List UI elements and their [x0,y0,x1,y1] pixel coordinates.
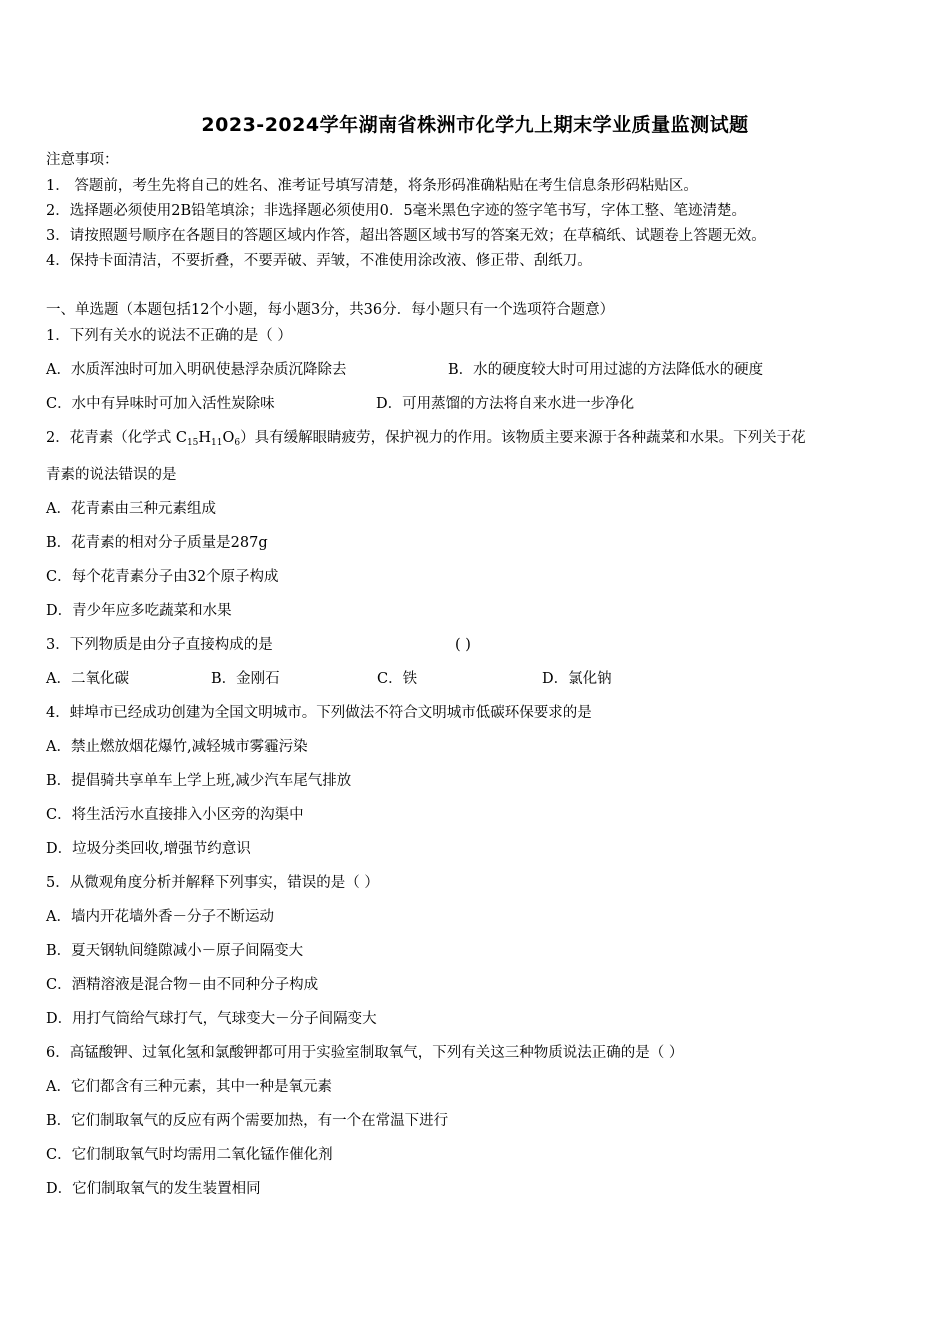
q2-h: H [198,430,212,446]
q6-option-b: B．它们制取氧气的反应有两个需要加热，有一个在常温下进行 [46,1113,449,1129]
q3-stem: 3．下列物质是由分子直接构成的是 [46,637,273,653]
q2-sub-c: 15 [186,438,199,448]
q3-option-d: D．氯化钠 [542,671,612,687]
q2-sub-o: 6 [234,438,241,448]
notice-item-2: 2．选择题必须使用2B铅笔填涂；非选择题必须使用0．5毫米黑色字迹的签字笔书写，字体工整、笔迹清楚。 [46,203,747,219]
q4-option-d: D．垃圾分类回收,增强节约意识 [46,841,251,857]
q3-option-a: A．二氧化碳 [46,671,129,687]
q2-stem [46,428,806,453]
q6-option-d: D．它们制取氧气的发生装置相同 [46,1181,261,1197]
q2-option-a: A．花青素由三种元素组成 [46,501,216,517]
q4-option-c: C．将生活污水直接排入小区旁的沟渠中 [46,807,304,823]
q1-option-d: D．可用蒸馏的方法将自来水进一步净化 [376,396,635,412]
q2-option-b: B．花青素的相对分子质量是287g [46,535,268,551]
q2-option-c: C．每个花青素分子由32个原子构成 [46,569,279,585]
q4-stem: 4．蚌埠市已经成功创建为全国文明城市。下列做法不符合文明城市低碳环保要求的是 [46,705,592,721]
q2-sub-h: 11 [211,438,223,448]
q3-option-b: B．金刚石 [211,671,280,687]
notice-item-4: 4．保持卡面清洁，不要折叠，不要弄破、弄皱，不准使用涂改液、修正带、刮纸刀。 [46,253,592,269]
q6-stem: 6．高锰酸钾、过氧化氢和氯酸钾都可用于实验室制取氧气，下列有关这三种物质说法正确的是（ ） [46,1045,684,1061]
q5-option-c: C．酒精溶液是混合物－由不同种分子构成 [46,977,319,993]
page-title: 2023-2024学年湖南省株洲市化学九上期末学业质量监测试题 [201,114,749,136]
q2-stem-post: ）具有缓解眼睛疲劳，保护视力的作用。该物质主要来源于各种蔬菜和水果。下列关于花 [240,430,806,446]
q6-option-a: A．它们都含有三种元素，其中一种是氧元素 [46,1079,332,1095]
q3-paren: ( ) [455,637,471,653]
notice-item-3: 3．请按照题号顺序在各题目的答题区域内作答，超出答题区域书写的答案无效；在草稿纸、试题卷上答题无效。 [46,228,766,244]
q1-option-a: A．水质浑浊时可加入明矾使悬浮杂质沉降除去 [46,362,347,378]
q3-option-c: C．铁 [377,671,418,687]
notice-item-1: 1． 答题前，考生先将自己的姓名、准考证号填写清楚，将条形码准确粘贴在考生信息条形码粘贴区。 [46,178,698,194]
q2-stem-line2: 青素的说法错误的是 [46,467,177,483]
q5-option-a: A．墙内开花墙外香－分子不断运动 [46,909,274,925]
q6-option-c: C．它们制取氧气时均需用二氧化锰作催化剂 [46,1147,333,1163]
q5-stem: 5．从微观角度分析并解释下列事实，错误的是（ ） [46,875,379,891]
q1-option-b: B．水的硬度较大时可用过滤的方法降低水的硬度 [448,362,764,378]
section-heading: 一、单选题（本题包括12个小题，每小题3分，共36分．每小题只有一个选项符合题意） [46,302,615,318]
q1-option-c: C．水中有异味时可加入活性炭除味 [46,396,275,412]
q2-option-d: D．青少年应多吃蔬菜和水果 [46,603,232,619]
q4-option-b: B．提倡骑共享单车上学上班,减少汽车尾气排放 [46,773,352,789]
q2-o: O [222,430,235,446]
notice-heading: 注意事项： [46,152,119,168]
q5-option-d: D．用打气筒给气球打气，气球变大－分子间隔变大 [46,1011,377,1027]
q2-stem-pre: 2．花青素（化学式 C [46,430,187,446]
q1-stem: 1．下列有关水的说法不正确的是（ ） [46,328,292,344]
q5-option-b: B．夏天钢轨间缝隙减小－原子间隔变大 [46,943,304,959]
q4-option-a: A．禁止燃放烟花爆竹,减轻城市雾霾污染 [46,739,308,755]
